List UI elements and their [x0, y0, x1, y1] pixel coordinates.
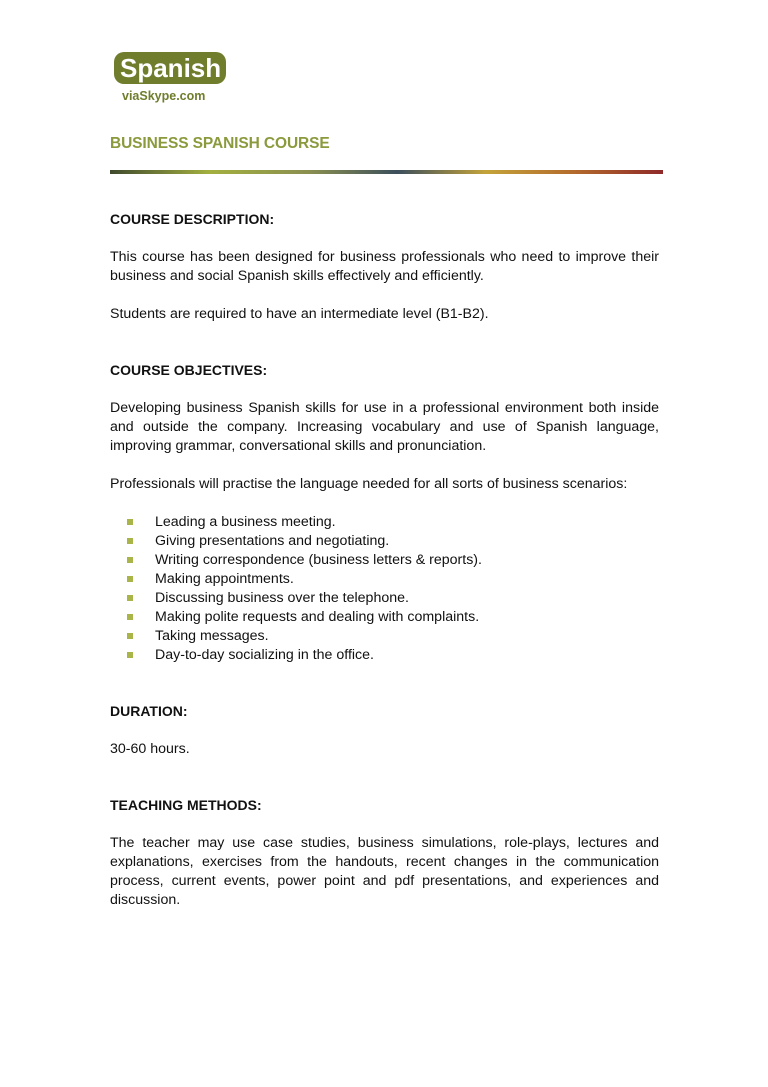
business-scenarios-paragraph: Professionals will practise the language needed for all sorts of business scenarios:: [110, 476, 628, 492]
square-bullet-icon: [127, 614, 133, 620]
list-item: [127, 551, 659, 570]
square-bullet-icon: [127, 595, 133, 601]
list-item: [127, 589, 659, 608]
square-bullet-icon: [127, 519, 133, 525]
list-item: [127, 570, 659, 589]
list-item-text: Making appointments.: [155, 571, 294, 587]
list-item-text: Leading a business meeting.: [155, 514, 336, 530]
logo-subtext: viaSkype.com: [122, 89, 206, 103]
list-item: [127, 608, 659, 627]
list-item: [127, 513, 659, 532]
list-item: [127, 627, 659, 646]
teaching-methods-heading: TEACHING METHODS:: [110, 797, 262, 813]
document-body: [110, 210, 659, 910]
duration-heading: DURATION:: [110, 703, 188, 719]
course-description-heading: COURSE DESCRIPTION:: [110, 211, 275, 227]
list-item-text: Giving presentations and negotiating.: [155, 533, 390, 549]
square-bullet-icon: [127, 652, 133, 658]
logo-word: Spanish: [120, 53, 222, 83]
list-item-text: Taking messages.: [155, 628, 269, 644]
list-item-text: Discussing business over the telephone.: [155, 590, 409, 606]
colored-divider: [110, 170, 663, 174]
logo-graphic: [114, 52, 234, 108]
list-item-text: Making polite requests and dealing with complaints.: [155, 609, 480, 625]
spanish-via-skype-logo: [114, 52, 234, 108]
level-requirement-paragraph: Students are required to have an intermediate level (B1-B2).: [110, 306, 489, 322]
list-item: [127, 532, 659, 551]
course-objectives-paragraph: Developing business Spanish skills for use in a professional environment both inside and outside the company. Increasing vocabulary and use of Spanish language, improving grammar, conversational skills and pronunciation.: [110, 400, 659, 454]
list-item-text: Writing correspondence (business letters & reports).: [155, 552, 482, 568]
scenario-list: [110, 513, 659, 665]
square-bullet-icon: [127, 538, 133, 544]
teaching-methods-paragraph: The teacher may use case studies, business simulations, role-plays, lectures and explanations, exercises from the handouts, recent changes in the communication process, current events, power point and pdf presentations, and experiences and discussion.: [110, 835, 659, 908]
course-objectives-heading: COURSE OBJECTIVES:: [110, 362, 268, 378]
square-bullet-icon: [127, 633, 133, 639]
list-item: [127, 646, 659, 665]
duration-value: 30-60 hours.: [110, 741, 190, 757]
list-item-text: Day-to-day socializing in the office.: [155, 647, 374, 663]
course-description-paragraph: This course has been designed for business professionals who need to improve their business and social Spanish skills effectively and efficiently.: [110, 249, 659, 284]
square-bullet-icon: [127, 576, 133, 582]
page-title: BUSINESS SPANISH COURSE: [110, 135, 330, 152]
square-bullet-icon: [127, 557, 133, 563]
